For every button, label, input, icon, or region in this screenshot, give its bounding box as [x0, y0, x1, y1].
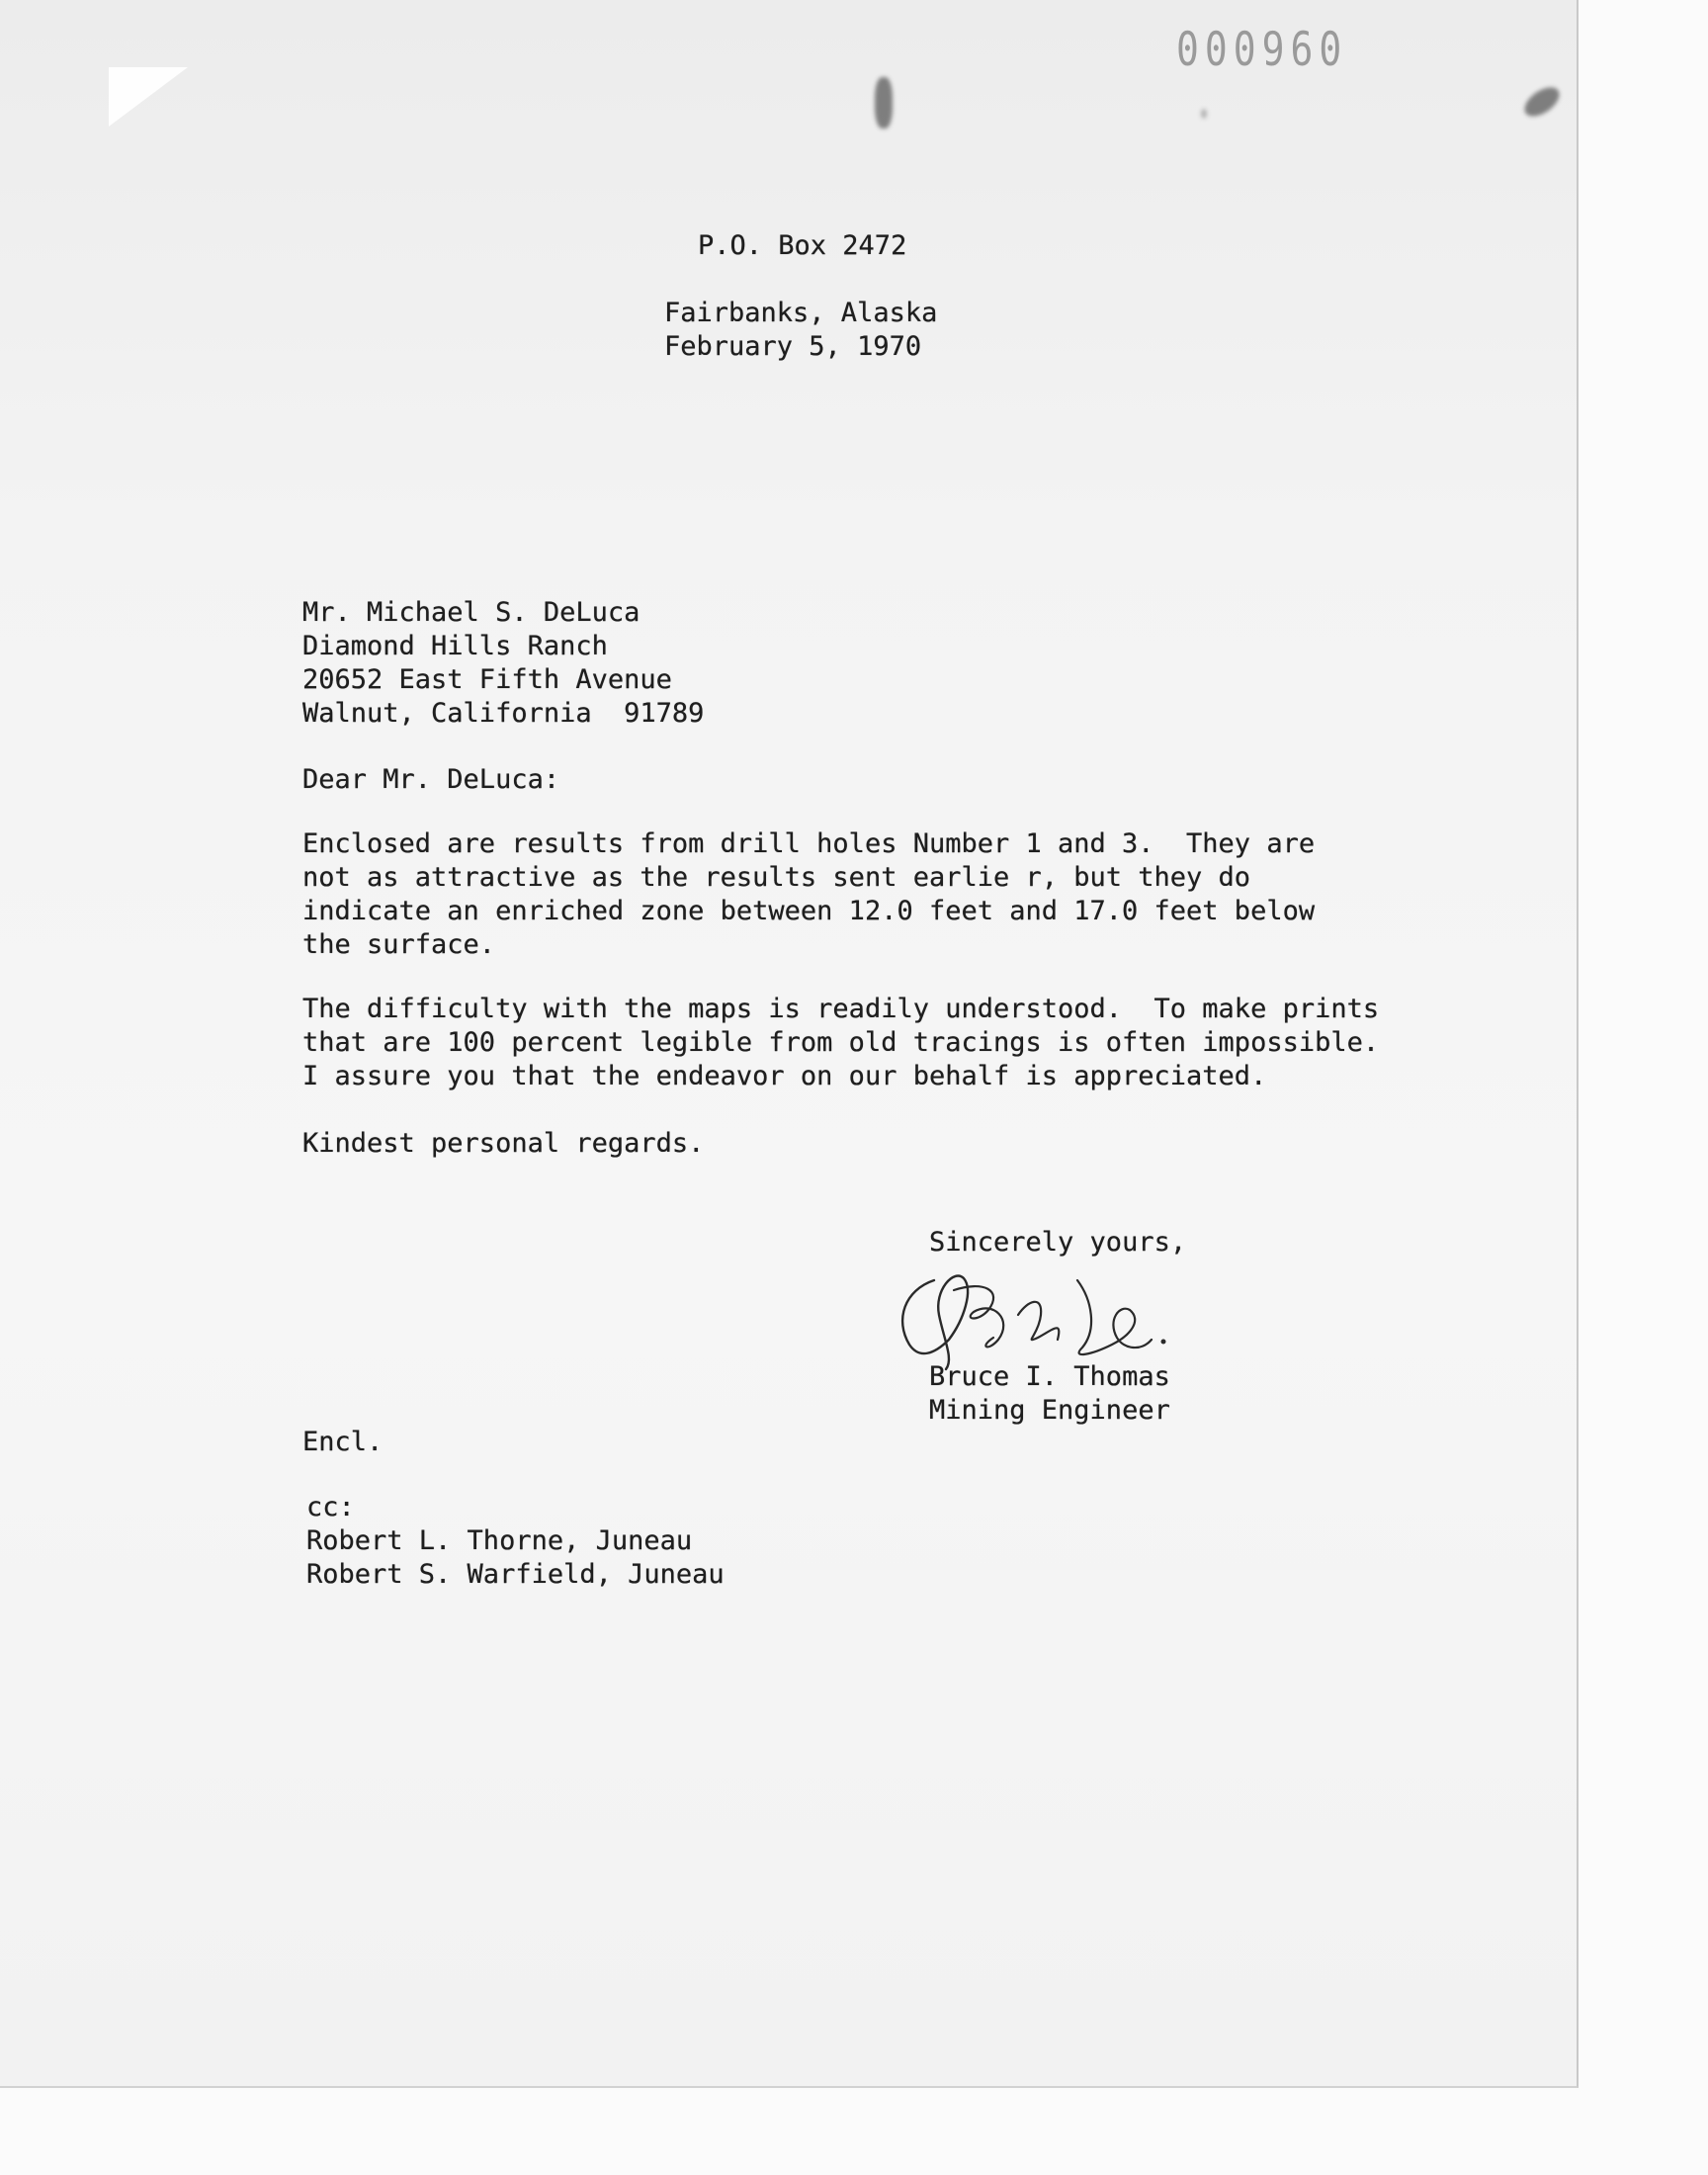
torn-corner	[109, 67, 188, 127]
letter-date: February 5, 1970	[664, 331, 922, 362]
body-line: the surface.	[302, 929, 496, 960]
body-line: that are 100 percent legible from old tracings is often impossible.	[302, 1027, 1380, 1058]
return-address-box: P.O. Box 2472	[698, 230, 907, 261]
cc-label: cc:	[306, 1492, 355, 1522]
recipient-line: Walnut, California 91789	[302, 698, 705, 729]
body-line: The difficulty with the maps is readily understood. To make prints	[302, 994, 1380, 1024]
recipient-line: Mr. Michael S. DeLuca	[302, 597, 640, 628]
document-number-stamp: 000960	[1176, 22, 1348, 76]
body-line: Enclosed are results from drill holes Number 1 and 3. They are	[302, 828, 1316, 859]
recipient-line: Diamond Hills Ranch	[302, 631, 608, 661]
salutation: Dear Mr. DeLuca:	[302, 764, 560, 795]
complimentary-close: Sincerely yours,	[929, 1227, 1187, 1258]
cc-recipient: Robert L. Thorne, Juneau	[306, 1525, 693, 1556]
signer-title: Mining Engineer	[929, 1395, 1170, 1426]
ink-smudge	[1201, 109, 1207, 119]
handwritten-signature	[895, 1261, 1181, 1374]
body-line: not as attractive as the results sent earlie r, but they do	[302, 862, 1251, 893]
recipient-line: 20652 East Fifth Avenue	[302, 664, 672, 695]
ink-smudge	[1519, 82, 1564, 123]
enclosure-note: Encl.	[302, 1427, 384, 1457]
return-address-city: Fairbanks, Alaska	[664, 298, 938, 328]
body-line: I assure you that the endeavor on our behalf is appreciated.	[302, 1061, 1267, 1091]
signer-name: Bruce I. Thomas	[929, 1361, 1170, 1392]
regards-line: Kindest personal regards.	[302, 1128, 705, 1159]
cc-recipient: Robert S. Warfield, Juneau	[306, 1559, 725, 1590]
body-line: indicate an enriched zone between 12.0 feet and 17.0 feet below	[302, 896, 1316, 926]
ink-smudge	[875, 77, 893, 129]
